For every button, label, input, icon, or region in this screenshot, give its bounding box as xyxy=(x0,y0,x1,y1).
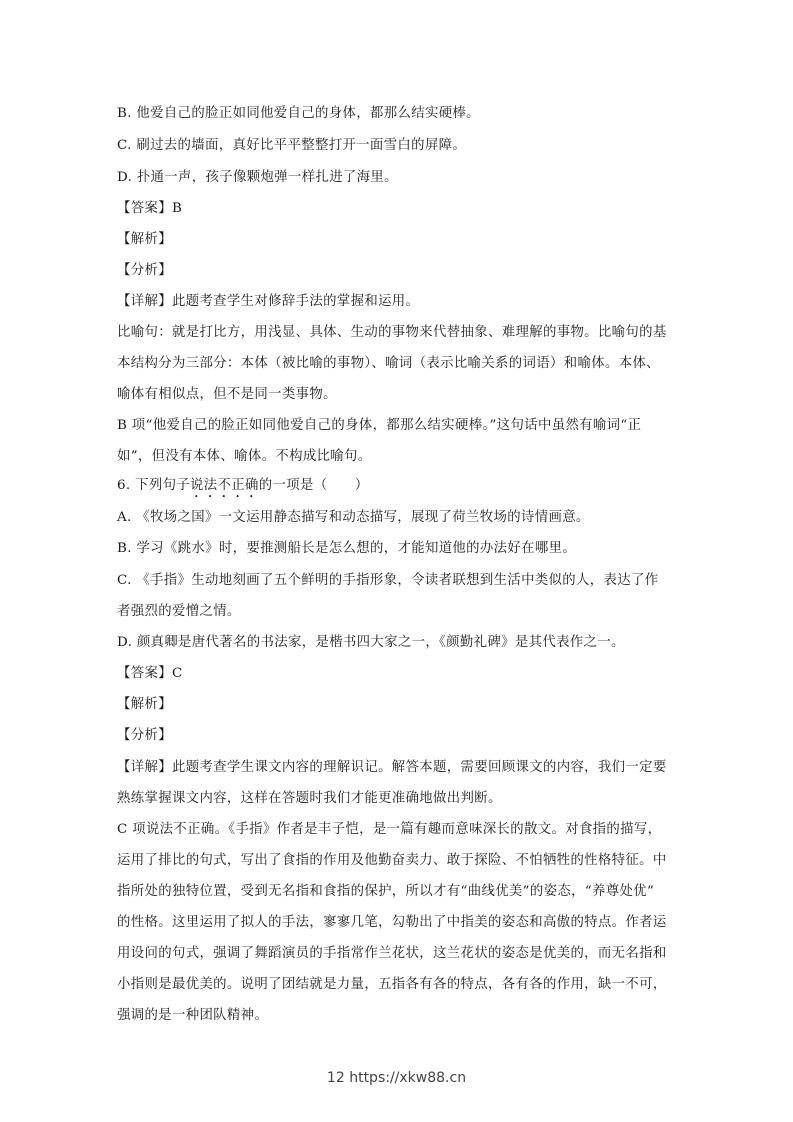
q6-option-b: B. 学习《跳水》时，要推测船长是怎么想的，才能知道他的办法好在哪里。 xyxy=(117,541,577,556)
q6-stem xyxy=(117,478,369,501)
q5-answer: 【答案】B xyxy=(117,201,183,216)
q5-detail-line: 本结构分为三部分：本体（被比喻的事物）、喻词（表示比喻关系的词语）和喻体。本体、 xyxy=(117,356,660,371)
q6-detail-line: 的性格。这里运用了拟人的手法，寥寥几笔，勾勒出了中指美的姿态和高傲的特点。作者运 xyxy=(117,915,667,930)
q5-option-c: C. 刷过去的墙面，真好比平平整整打开一面雪白的屏障。 xyxy=(117,138,467,153)
q6-detail-line: 指所处的独特位置，受到无名指和食指的保护，所以才有“曲线优美”的姿态，“养尊处优” xyxy=(117,884,655,899)
q6-stem-suffix: 的一项是（ ） xyxy=(258,478,369,493)
q5-jiexi-heading: 【解析】 xyxy=(117,232,172,247)
q5-detail-line: 喻体有相似点，但不是同一类事物。 xyxy=(117,387,337,402)
q6-stem-prefix: 6. 下列句子 xyxy=(117,478,191,493)
q5-option-b: B. 他爱自己的脸正如同他爱自己的身体，都那么结实硬棒。 xyxy=(117,106,480,121)
q6-stem-emphasis: 说法不正确 xyxy=(190,478,259,493)
q6-detail-line: 小指则是最优美的。说明了团结就是力量，五指各有各的特点，各有各的作用，缺一不可， xyxy=(117,977,667,992)
q6-answer: 【答案】C xyxy=(117,666,183,681)
page-number: 12 xyxy=(326,1070,345,1086)
q5-option-d: D. 扑通一声，孩子像颗炮弹一样扎进了海里。 xyxy=(117,170,398,185)
q6-option-a: A. 《牧场之国》一文运用静态描写和动态描写，展现了荷兰牧场的诗情画意。 xyxy=(117,510,590,525)
q6-fenxi-heading: 【分析】 xyxy=(117,728,172,743)
q6-option-c-cont: 者强烈的爱憎之情。 xyxy=(117,604,241,619)
q6-option-d: D. 颜真卿是唐代著名的书法家，是楷书四大家之一，《颜勤礼碑》是其代表作之一。 xyxy=(117,635,625,650)
q6-detail-line: 运用了排比的句式，写出了食指的作用及他勤奋卖力、敢于探险、不怕牺牲的性格特征。中 xyxy=(117,853,667,868)
q5-detail-line: 如”，但没有本体、喻体。不构成比喻句。 xyxy=(117,449,372,464)
q6-jiexi-heading: 【解析】 xyxy=(117,697,172,712)
q6-detail-line: 熟练掌握课文内容，这样在答题时我们才能更准确地做出判断。 xyxy=(117,791,502,806)
footer-site: https://xkw88.cn xyxy=(349,1070,467,1086)
q5-detail-line: B 项“他爱自己的脸正如同他爱自己的身体，都那么结实硬棒。”这句话中虽然有喻词“正 xyxy=(117,418,642,433)
q5-detail-line: 比喻句：就是打比方，用浅显、具体、生动的事物来代替抽象、难理解的事物。比喻句的基 xyxy=(117,325,667,340)
q6-detail-line: 强调的是一种团队精神。 xyxy=(117,1008,269,1023)
page-footer xyxy=(0,1070,793,1086)
q6-detail-line: 【详解】此题考查学生课文内容的理解识记。解答本题，需要回顾课文的内容，我们一定要 xyxy=(117,760,667,775)
q5-detail-line: 【详解】此题考查学生对修辞手法的掌握和运用。 xyxy=(117,294,420,309)
q6-detail-line: C 项说法不正确。《手指》作者是丰子恺，是一篇有趣而意味深长的散文。对食指的描写， xyxy=(117,822,662,837)
q6-detail-line: 用设问的句式，强调了舞蹈演员的手指常作兰花状，这兰花状的姿态是优美的，而无名指和 xyxy=(117,946,667,961)
q5-fenxi-heading: 【分析】 xyxy=(117,263,172,278)
q6-option-c: C. 《手指》生动地刻画了五个鲜明的手指形象，令读者联想到生活中类似的人，表达了作 xyxy=(117,573,659,588)
